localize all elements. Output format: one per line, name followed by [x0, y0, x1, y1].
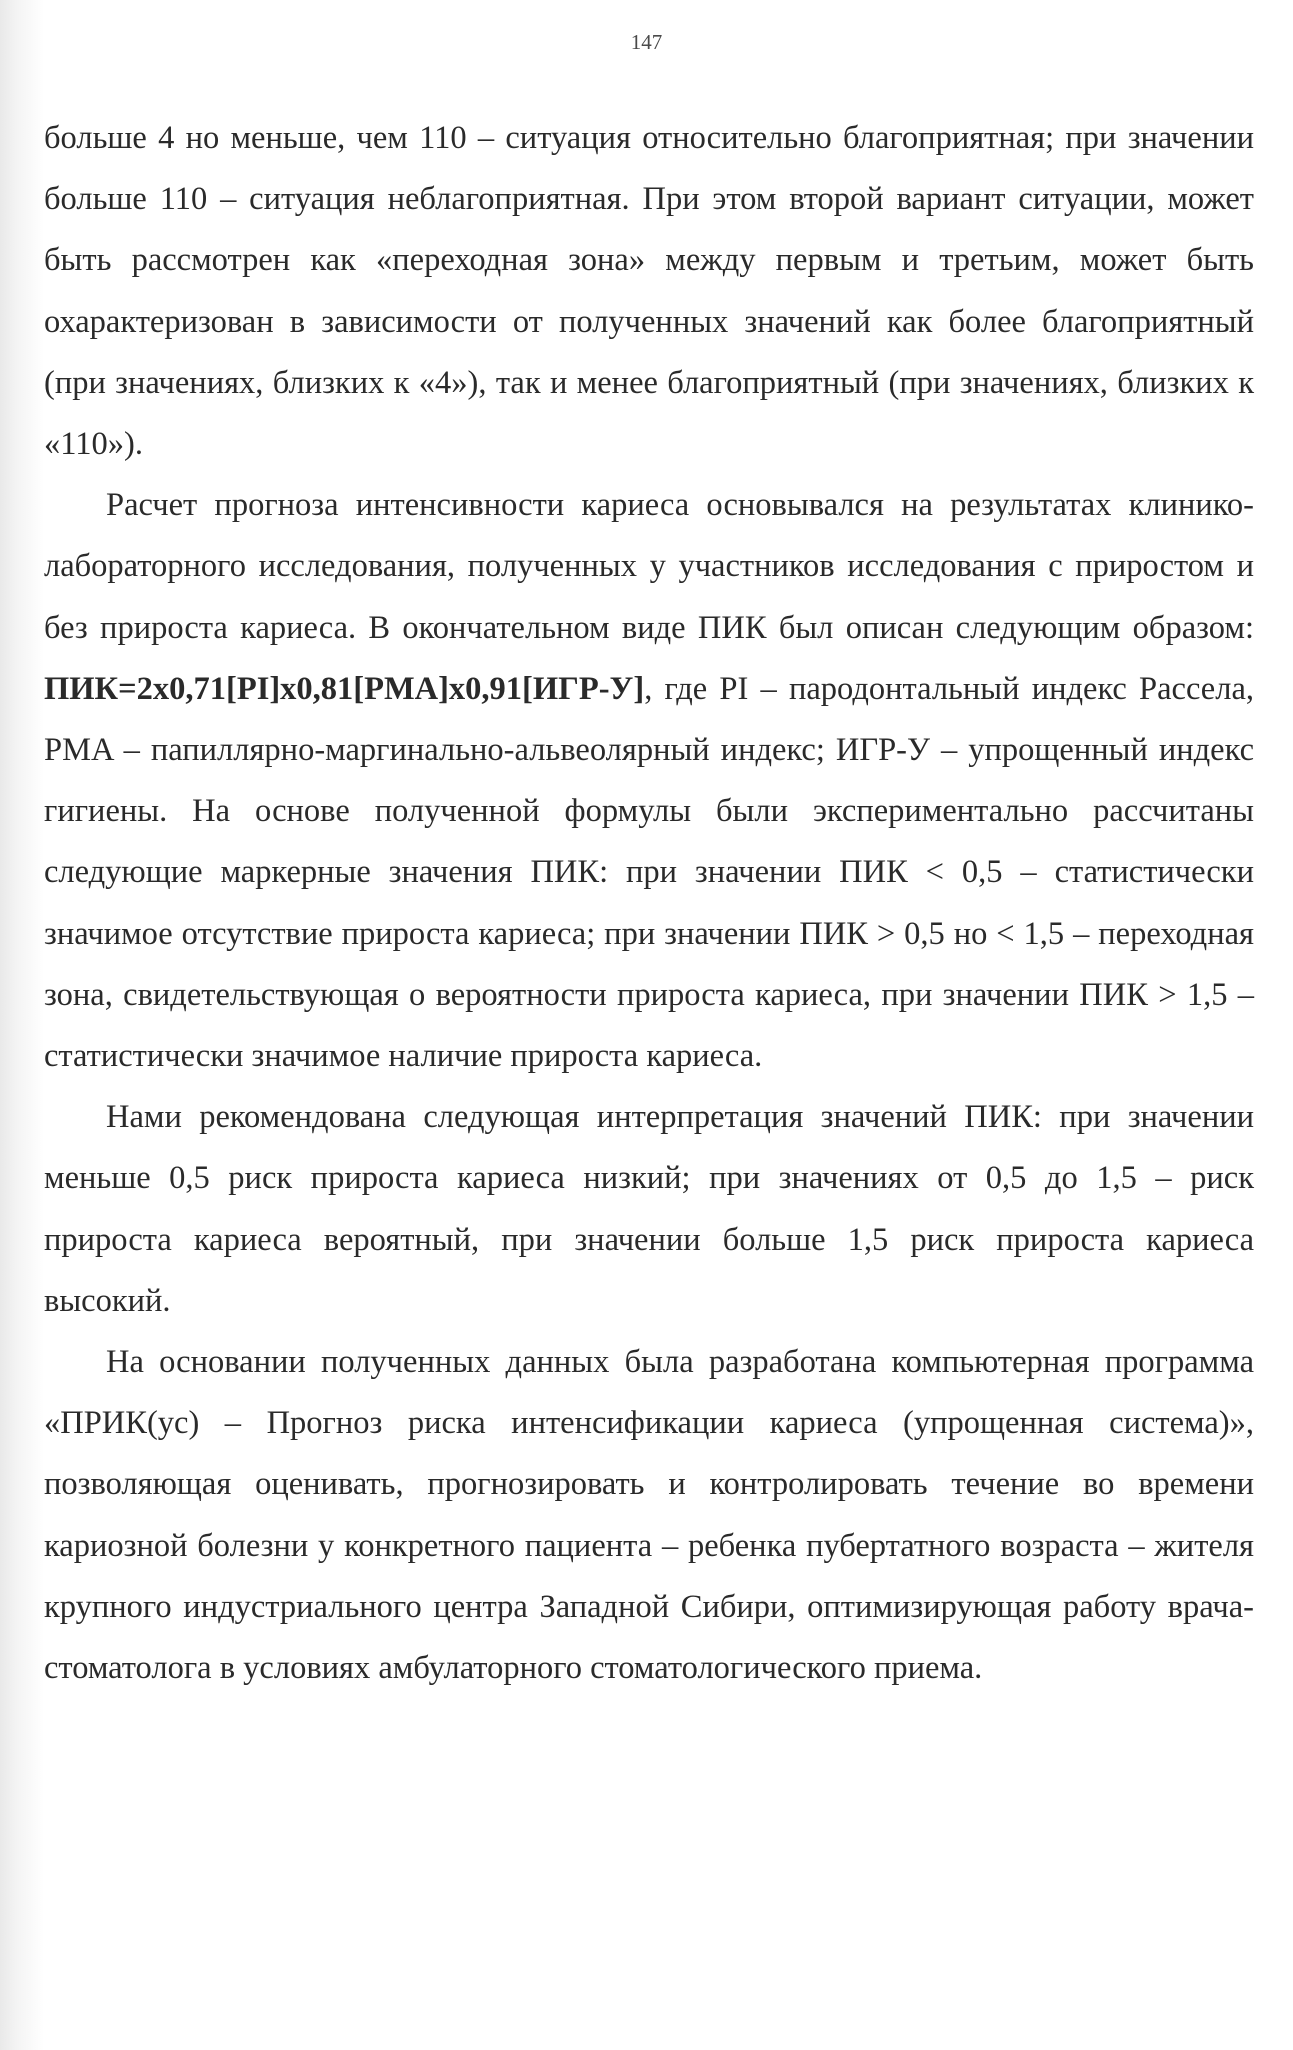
- paragraph-continuation: больше 4 но меньше, чем 110 – ситуация относительно благоприятная; при значении больше 110 – ситуация неблагоприятная. При этом второй вариант ситуации, может быть рассмотрен как «переходная зона» между первым и третьим, может быть охарактеризован в зависимости от полученных значений как более благоприятный (при значениях, близких к «4»), так и менее благоприятный (при значениях, близких к «110»).: [44, 120, 1254, 463]
- paragraph-text-before-formula: Расчет прогноза интенсивности кариеса основывался на результатах клинико-лабораторного исследования, полученных у участников исследования с приростом и без прироста кариеса. В окончательном виде ПИК был описан следующим образом:: [44, 487, 1254, 646]
- pik-formula: ПИК=2х0,71[PI]х0,81[PMA]х0,91[ИГР-У]: [44, 670, 645, 707]
- paragraph-program: На основании полученных данных была разработана компьютерная программа «ПРИК(ус) – Прогноз риска интенсификации кариеса (упрощенная система)», позволяющая оценивать, прогнозировать и контролировать течение во времени кариозной болезни у конкретного пациента – ребенка пубертатного возраста – жителя крупного индустриального центра Западной Сибири, оптимизирующая работу врача-стоматолога в условиях амбулаторного стоматологического приема.: [44, 1344, 1254, 1687]
- document-body: [44, 108, 1254, 1699]
- paragraph-text-after-formula: , где PI – пародонтальный индекс Рассела, PMA – папиллярно-маргинально-альвеолярный индекс; ИГР-У – упрощенный индекс гигиены. На основе полученной формулы были экспериментально рассчитаны следующие маркерные значения ПИК: при значении ПИК < 0,5 – статистически значимое отсутствие прироста кариеса; при значении ПИК > 0,5 но < 1,5 – переходная зона, свидетельствующая о вероятности прироста кариеса, при значении ПИК > 1,5 – статистически значимое наличие прироста кариеса.: [44, 670, 1254, 1075]
- paragraph-interpretation: Нами рекомендована следующая интерпретация значений ПИК: при значении меньше 0,5 риск прироста кариеса низкий; при значениях от 0,5 до 1,5 – риск прироста кариеса вероятный, при значении больше 1,5 риск прироста кариеса высокий.: [44, 1099, 1254, 1319]
- scan-shadow-edge: [0, 0, 44, 2050]
- paragraph-pik-calculation: [44, 475, 1254, 1087]
- page-number: 147: [630, 30, 663, 54]
